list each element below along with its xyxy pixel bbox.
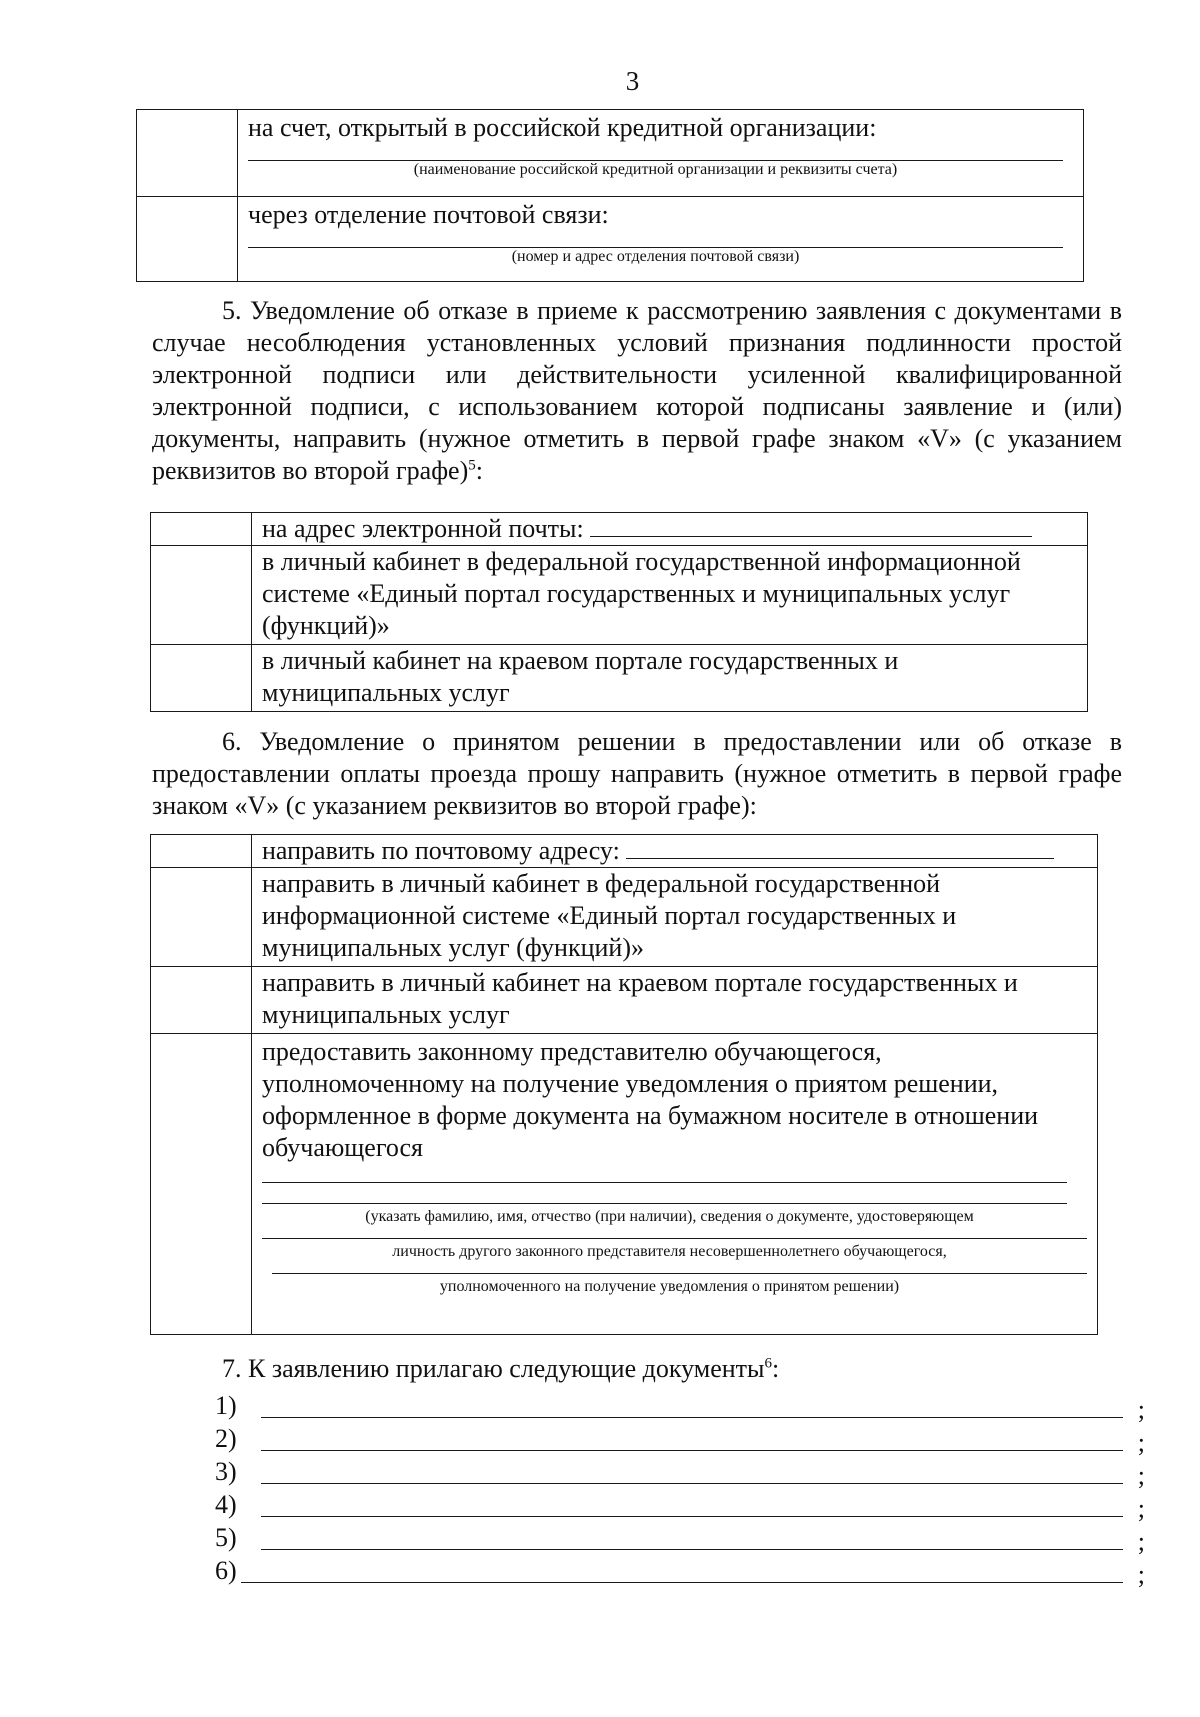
option-epgu: направить в личный кабинет в федеральной государственной информационной системе «Единый портал государственных и муниципальных услуг (функций)» [252, 868, 1098, 967]
footnote-6: 6 [764, 1355, 773, 1372]
payment-option-account: на счет, открытый в российской кредитной организации: [248, 113, 877, 142]
attachment-field[interactable] [261, 1450, 1123, 1451]
payment-option-post: через отделение почтовой связи: [248, 200, 609, 229]
checkbox-cell[interactable] [151, 546, 252, 645]
table-row [151, 546, 1088, 645]
list-item: 4) ; [215, 1490, 1145, 1523]
list-item: 1) ; [215, 1391, 1145, 1424]
section-7-paragraph: 7. К заявлению прилагаю следующие документы$^6$: [222, 1354, 780, 1383]
table-row [151, 967, 1098, 1034]
table-row [151, 1034, 1098, 1335]
option-epgu: в личный кабинет в федеральной государственной информационной системе «Единый портал государственных и муниципальных услуг (функций)» [252, 546, 1088, 645]
checkbox-cell[interactable] [151, 645, 252, 712]
list-item: 2) ; [215, 1424, 1145, 1457]
checkbox-cell[interactable] [151, 835, 252, 868]
representative-field-2[interactable] [262, 1203, 1067, 1204]
table-row [137, 110, 1084, 197]
section-7-text: 7. К заявлению прилагаю следующие документы [222, 1354, 765, 1383]
list-item: 3) ; [215, 1457, 1145, 1490]
section-5-text: 5. Уведомление об отказе в приеме к рассмотрению заявления с документами в случае несоблюдения установленных условий признания подлинности простой электронной подписи или действительности усиленной квалифицированной электронной подписи, с использованием которой подписаны заявление и (или) документы, направить (нужное отметить в первой графе знаком «V» (с указанием реквизитов во второй графе) [152, 296, 1122, 485]
footnote-5: 5 [468, 457, 476, 474]
option-regional-portal: в личный кабинет на краевом портале государственных и муниципальных услуг [252, 645, 1088, 712]
section-6-paragraph [152, 726, 1122, 822]
checkbox-cell[interactable] [137, 110, 238, 197]
decision-notice-table [150, 834, 1098, 1335]
payment-method-table [136, 109, 1084, 282]
checkbox-cell[interactable] [151, 1034, 252, 1335]
postal-address-field[interactable] [626, 836, 1054, 859]
table-row [151, 868, 1098, 967]
representative-caption-3: уполномоченного на получение уведомления о принятом решении) [439, 1278, 900, 1295]
option-postal-address: направить по почтовому адресу: [262, 836, 620, 865]
page-number: 3 [625, 66, 640, 96]
attachment-field[interactable] [261, 1516, 1123, 1517]
representative-field-4[interactable] [272, 1273, 1087, 1274]
attachment-field[interactable] [261, 1483, 1123, 1484]
checkbox-cell[interactable] [151, 513, 252, 546]
table-row [151, 513, 1088, 546]
attachments-list [215, 1390, 1145, 1588]
attachment-field[interactable] [241, 1582, 1123, 1583]
option-regional-portal: направить в личный кабинет на краевом портале государственных и муниципальных услуг [252, 967, 1098, 1034]
table-row [151, 835, 1098, 868]
section-5-paragraph: 5. Уведомление об отказе в приеме к рассмотрению заявления с документами в случае несоблюдения установленных условий признания подлинности простой электронной подписи или действительности усиленной квалифицированной электронной подписи, с использованием которой подписаны заявление и (или) документы, направить (нужное отметить в первой графе знаком «V» (с указанием реквизитов во второй графе)$^5$: [152, 296, 1122, 485]
table-row [137, 197, 1084, 282]
section-6-text: 6. Уведомление о принятом решении в предоставлении или об отказе в предоставлении оплаты проезда прошу направить (нужное отметить в первой графе знаком «V» (с указанием реквизитов во второй графе): [152, 727, 1122, 820]
option-email: на адрес электронной почты: [262, 514, 584, 543]
table-row [151, 645, 1088, 712]
attachment-field[interactable] [261, 1549, 1123, 1550]
post-office-caption: (номер и адрес отделения почтовой связи) [511, 248, 800, 265]
representative-field-1[interactable] [262, 1182, 1067, 1183]
checkbox-cell[interactable] [137, 197, 238, 282]
account-details-caption: (наименование российской кредитной организации и реквизиты счета) [413, 161, 898, 178]
representative-caption-2: личность другого законного представителя несовершеннолетнего обучающегося, [392, 1243, 947, 1260]
checkbox-cell[interactable] [151, 868, 252, 967]
list-item: 5) ; [215, 1523, 1145, 1556]
representative-caption-1: (указать фамилию, имя, отчество (при наличии), сведения о документе, удостоверяющем [365, 1208, 974, 1225]
attachment-field[interactable] [261, 1417, 1123, 1418]
checkbox-cell[interactable] [151, 967, 252, 1034]
refusal-notice-table [150, 512, 1088, 712]
option-paper-to-representative: предоставить законному представителю обучающегося, уполномоченному на получение уведомления о приятом решении, оформленное в форме документа на бумажном носителе в отношении обучающегося [262, 1037, 1039, 1162]
list-item: 6) ; [215, 1556, 1145, 1589]
email-field[interactable] [590, 514, 1032, 537]
representative-field-3[interactable] [262, 1238, 1087, 1239]
